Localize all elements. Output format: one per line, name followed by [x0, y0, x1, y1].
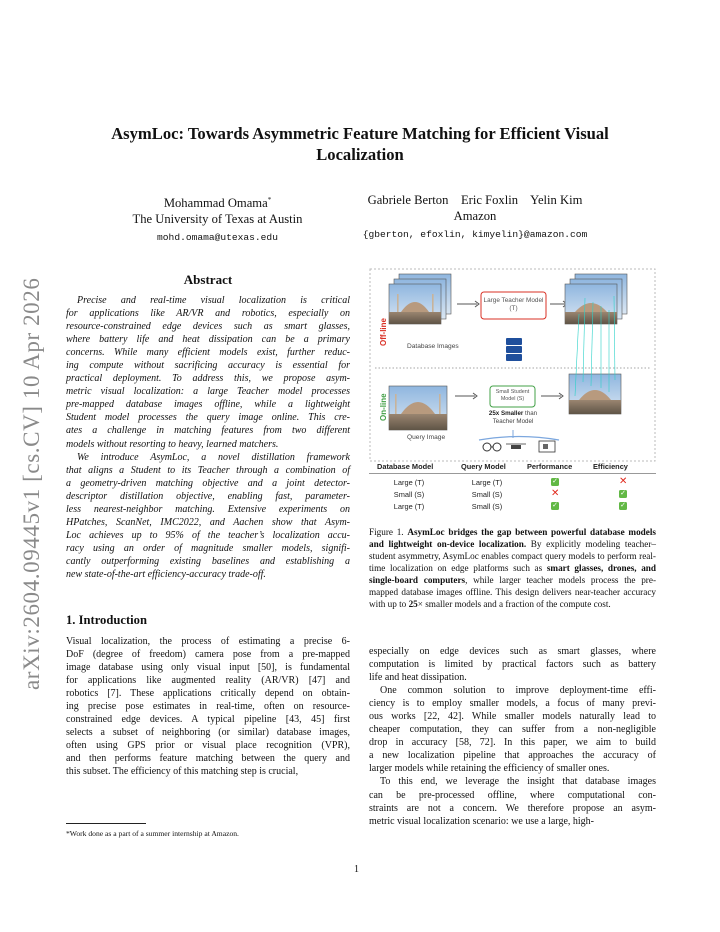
text-line: a new localization pipeline that approaches the accuracy of [369, 750, 656, 762]
text-line: Precise and real-time visual localization is critical [77, 295, 350, 306]
drone-icon [506, 444, 526, 449]
intro-right-column [369, 645, 656, 828]
text-line: ciency is to employ smaller models, a focus of many previ- [369, 698, 656, 710]
text-line: resource-constrained edge devices such as smart glasses, [66, 321, 350, 333]
footnote: *Work done as a part of a summer internship at Amazon. [66, 829, 239, 838]
author-affiliation: Amazon [453, 209, 497, 223]
author-block-1 [110, 192, 325, 246]
smaller-note: 25x Smaller than Teacher Model [488, 410, 538, 425]
text-line: ing compute without sacrificing accuracy is essential for [66, 360, 350, 372]
table-cell: Large (T) [393, 502, 425, 511]
check-icon: ✓ [620, 502, 626, 509]
text-line: constrained edge devices. A typical pipeline [43, 45] first [66, 714, 350, 726]
title-line-1: AsymLoc: Towards Asymmetric Feature Matching for Efficient Visual [111, 124, 609, 143]
caption-label: Figure 1. [369, 527, 404, 537]
text-line: that aligns a Student to its Teacher through a combination of [66, 464, 350, 476]
check-icon: ✓ [552, 478, 558, 485]
table-cell: Small (S) [471, 502, 503, 511]
table-divider [369, 473, 656, 474]
text-line: ous works [22, 42]. While smaller models naturally lead to [369, 711, 656, 723]
author-email[interactable]: mohd.omama@utexas.edu [157, 232, 278, 244]
cross-icon: ✕ [551, 488, 560, 499]
student-model-label: Small Student Model (S) [495, 389, 530, 402]
text-line: often using GPS prior or visual place recognition (VPR), [66, 740, 350, 752]
abstract-paragraph-2 [66, 451, 350, 581]
table-header: Query Model [461, 462, 506, 471]
intro-left-column [66, 635, 350, 779]
text-line: for applications like AR/VR and robotics, especially on [66, 308, 350, 320]
text-line: Visual localization, the process of estimating a precise 6- [66, 636, 350, 647]
abstract-heading: Abstract [183, 272, 233, 287]
author-email[interactable]: {gberton, efoxlin, kimyelin}@amazon.com [362, 229, 588, 240]
caption-text: By explicitly modeling teacher–student asymmetry, AsymLoc enables compact query models to perform real-time localization on edge platforms such as [369, 539, 656, 574]
abstract-paragraph-1 [66, 294, 350, 451]
database-images-label: Database Images [407, 343, 459, 350]
text-line: less nearest-neighbor matching. Extensive experiments on [66, 503, 350, 515]
text-line: Loc achieves up to 95% of the teacher’s localization accu- [66, 529, 350, 541]
text-line: Student model processes the query image online. This cre- [66, 412, 350, 424]
text-line: selects a subset of neighboring (or similar) database images, [66, 727, 350, 739]
footnote-mark: * [267, 196, 272, 204]
figure-1-table [369, 462, 656, 522]
text-line: especially on edge devices such as smart glasses, where [369, 646, 656, 657]
text-line: drop in accuracy [58, 72]. In this paper, we aim to build [369, 737, 656, 749]
paper-title [90, 123, 630, 165]
intro-paragraph-continued [369, 645, 656, 684]
edge-device-icons [479, 430, 559, 452]
text-line: can be pre-processed offline, where computational con- [369, 789, 656, 801]
table-cell: Small (S) [393, 490, 425, 499]
author-name: Mohammad Omama [163, 196, 268, 211]
intro-paragraph-2 [369, 684, 656, 775]
text-line: models without resorting to heavy, learned matchers. [66, 438, 279, 450]
text-line: new state-of-the-art efficiency-accuracy trade-off. [66, 568, 266, 580]
text-line: cantly outperforming existing baselines and establishing a [66, 555, 350, 567]
table-cell: Small (S) [471, 490, 503, 499]
database-feature-stack [565, 274, 627, 324]
text-line: racy using an order of magnitude smaller models, signifi- [66, 542, 350, 554]
text-line: for applications like augmented reality (AR/VR) [47] and [66, 675, 350, 687]
query-feature-image [569, 374, 621, 414]
text-line: life and heat dissipation. [369, 672, 467, 684]
table-header: Database Model [377, 462, 434, 471]
table-cell: Large (T) [471, 478, 503, 487]
text-line: this subset. The efficiency of this matching step is crucial, [66, 766, 299, 778]
text-line: where battery life and heat dissipation can be a primary [66, 334, 350, 346]
text-line: concerns. While many efficient models exist, further reduc- [66, 347, 350, 359]
text-line: pre-mapped database images offline, while a lightweight [66, 399, 350, 411]
check-icon: ✓ [552, 502, 558, 509]
arxiv-stamp: arXiv:2604.09445v1 [cs.CV] 10 Apr 2026 [19, 277, 44, 690]
figure-1 [369, 268, 656, 462]
text-line: a geometry-driven matching objective and a joint detector- [66, 477, 350, 489]
text-line: image database using only visual input [50], is fundamental [66, 662, 350, 674]
smart-glasses-icon [483, 443, 501, 451]
author-names: Gabriele Berton Eric Foxlin Yelin Kim [367, 193, 583, 207]
database-image-stack [389, 274, 451, 324]
table-header: Efficiency [593, 462, 628, 471]
table-header: Performance [527, 462, 573, 471]
text-line: metric visual localization: a large Teacher model processes [66, 386, 350, 398]
text-line: cheaper computation, they can suffer from a non-negligible [369, 724, 656, 736]
query-image [389, 386, 447, 430]
intro-paragraph-3 [369, 775, 656, 827]
server-icon [506, 338, 522, 361]
query-image-label: Query Image [407, 434, 446, 441]
check-icon: ✓ [620, 490, 626, 497]
text-line: One common solution to improve deployment-time effi- [380, 685, 656, 697]
single-board-computer-icon [539, 441, 555, 452]
text-line: robotics [7]. These applications critically depend on obtain- [66, 688, 350, 700]
online-label: On-line [379, 393, 388, 421]
text-line: computation is limited by practical factors such as battery [369, 659, 656, 671]
text-line: straints are not a concern. We therefore propose an asym- [369, 802, 656, 814]
figure-1-caption [369, 526, 656, 610]
abstract-text [66, 294, 350, 581]
teacher-model-label: Large Teacher Model (T) [483, 297, 544, 312]
text-line: To this end, we leverage the insight that database images [380, 776, 656, 788]
text-line: ing precise pose estimates in real-time, often on resource- [66, 701, 350, 713]
title-line-2: Localization [316, 145, 404, 164]
footnote-rule [66, 823, 146, 824]
text-line: HPatches, ScanNet, IMC2022, and Aachen show that Asym- [66, 516, 350, 528]
table-cell: Large (T) [393, 478, 425, 487]
page-number: 1 [354, 864, 359, 875]
text-line: larger models while retaining the efficiency of smaller ones. [369, 763, 610, 775]
offline-label: Off-line [379, 318, 388, 346]
text-line: and then performs feature matching between the query and [66, 753, 350, 765]
section-heading: 1. Introduction [66, 613, 147, 627]
caption-text-2: , while larger teacher models process the pre-mapped database images offline. This design delivers near-teacher accuracy with up to [369, 575, 657, 610]
text-line: ates a challenge in matching features from two different [66, 425, 350, 437]
text-line: We introduce AsymLoc, a novel distillation framework [77, 451, 350, 463]
text-line: descriptor distillation objective, enabling fast, parameter- [66, 490, 350, 502]
text-line: metric visual localization scenario: we use a large, high- [369, 815, 595, 827]
caption-bold-number: 25 [408, 599, 418, 610]
author-affiliation: The University of Texas at Austin [132, 212, 303, 227]
text-line: DoF (degree of freedom) camera pose from a pre-mapped [66, 649, 350, 661]
text-line: practical deployment. To address this, we propose asym- [66, 373, 350, 385]
caption-bold-devices: smart glasses, drones, and single-board computers [369, 563, 657, 586]
cross-icon: ✕ [619, 476, 628, 487]
author-block-2 [330, 192, 620, 243]
caption-text-3: × smaller models and a fraction of the compute cost. [417, 599, 611, 610]
caption-bold-lead: AsymLoc bridges the gap between powerful database models and lightweight on-device localization. [369, 527, 656, 550]
intro-paragraph-1 [66, 635, 350, 779]
